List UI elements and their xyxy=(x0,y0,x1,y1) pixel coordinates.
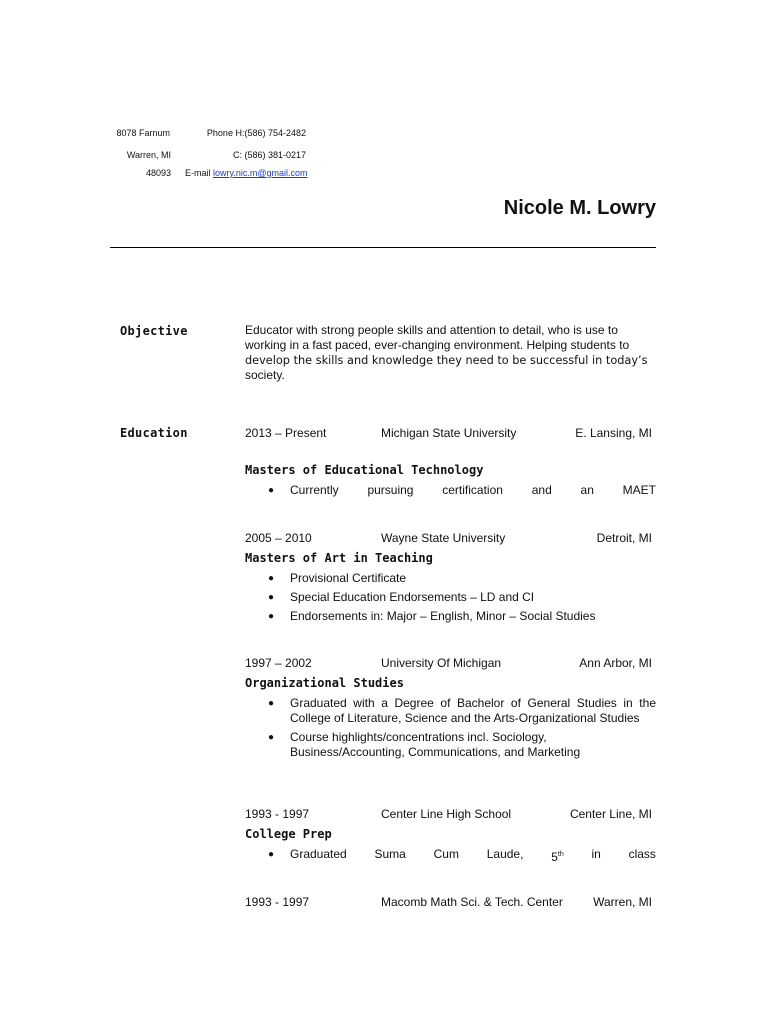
phone-cell: C: (586) 381-0217 xyxy=(232,150,306,160)
entry-degree: Masters of Educational Technology xyxy=(245,463,484,477)
bullet-text: Course highlights/concentrations incl. Sociology, Business/Accounting, Communications, and Marketing xyxy=(290,730,581,759)
address-line-2: Warren, MI xyxy=(126,150,171,160)
word: class xyxy=(628,847,656,861)
word: an xyxy=(580,483,594,497)
objective-line-2: working in a fast paced, ever-changing environment. Helping students to xyxy=(245,338,630,352)
objective-line-1: Educator with strong people skills and attention to detail, who is use to xyxy=(245,323,618,337)
address-line-1: 8078 Farnum xyxy=(116,128,170,138)
entry-degree: College Prep xyxy=(245,827,332,841)
bullet-item xyxy=(245,609,656,624)
header-divider xyxy=(110,247,656,248)
entry-location: Warren, MI xyxy=(593,895,652,909)
bullet-item xyxy=(245,571,656,586)
entry-dates: 2013 – Present xyxy=(245,426,327,440)
email-label: E-mail xyxy=(185,168,211,178)
entry-dates: 1993 - 1997 xyxy=(245,895,310,909)
entry-degree: Masters of Art in Teaching xyxy=(245,551,433,565)
word: Currently xyxy=(290,483,339,497)
entry-dates: 1997 – 2002 xyxy=(245,656,312,670)
entry-location: E. Lansing, MI xyxy=(575,426,652,440)
entry-dates: 2005 – 2010 xyxy=(245,531,312,545)
bullet-icon: ● xyxy=(268,732,275,743)
bullet-icon: ● xyxy=(268,849,275,860)
objective-line-3: develop the skills and knowledge they need to be successful in today’s xyxy=(245,354,648,367)
entry-bullets xyxy=(245,483,656,502)
bullet-text: Provisional Certificate xyxy=(290,571,407,585)
bullet-text: Endorsements in: Major – English, Minor – Social Studies xyxy=(290,609,596,623)
bullet-icon: ● xyxy=(268,592,275,603)
word: pursuing xyxy=(367,483,414,497)
email-link[interactable]: lowry.nic.m@gmail.com xyxy=(213,168,308,178)
word: Cum xyxy=(433,847,459,861)
bullet-icon: ● xyxy=(268,611,275,622)
word: in xyxy=(591,847,601,861)
contact-top-row xyxy=(100,126,330,139)
entry-school: Center Line High School xyxy=(381,807,512,821)
bullet-text xyxy=(290,483,656,498)
objective-text xyxy=(245,323,665,383)
bullet-item xyxy=(245,590,656,605)
word: and xyxy=(531,483,552,497)
ordinal-suffix: th xyxy=(557,851,564,858)
word: certification xyxy=(442,483,503,497)
bullet-item xyxy=(245,696,656,726)
word: Suma xyxy=(374,847,406,861)
bullet-text xyxy=(290,847,656,865)
entry-bullets xyxy=(245,696,656,764)
bullet-icon: ● xyxy=(268,485,275,496)
entry-bullets xyxy=(245,847,656,869)
word xyxy=(551,847,564,865)
objective-heading: Objective xyxy=(120,324,188,338)
bullet-icon: ● xyxy=(268,573,275,584)
entry-location: Ann Arbor, MI xyxy=(579,656,652,670)
word: Laude, xyxy=(486,847,524,861)
word: MAET xyxy=(622,483,656,497)
objective-line-4: society. xyxy=(245,368,285,382)
address-line-3: 48093 xyxy=(145,168,171,178)
bullet-text: Special Education Endorsements – LD and CI xyxy=(290,590,535,604)
bullet-item xyxy=(245,847,656,865)
entry-location: Detroit, MI xyxy=(596,531,652,545)
entry-school: University Of Michigan xyxy=(381,656,502,670)
entry-school: Michigan State University xyxy=(381,426,517,440)
bullet-icon: ● xyxy=(268,698,275,709)
candidate-name: Nicole M. Lowry xyxy=(503,197,656,219)
entry-degree: Organizational Studies xyxy=(245,676,404,690)
entry-location: Center Line, MI xyxy=(569,807,652,821)
entry-bullets xyxy=(245,571,656,628)
phone-home: Phone H:(586) 754-2482 xyxy=(206,128,306,138)
entry-dates: 1993 - 1997 xyxy=(245,807,310,821)
word: Graduated xyxy=(290,847,347,861)
ordinal-number: 5 xyxy=(551,850,558,864)
bullet-text: Graduated with a Degree of Bachelor of General Studies in the College of Literature, Science and the Arts-Organizational Studies xyxy=(290,696,656,725)
entry-school: Macomb Math Sci. & Tech. Center xyxy=(381,895,563,909)
education-heading: Education xyxy=(120,426,188,440)
bullet-item xyxy=(245,730,656,760)
email-line xyxy=(185,168,308,178)
bullet-item xyxy=(245,483,656,498)
entry-school: Wayne State University xyxy=(381,531,506,545)
